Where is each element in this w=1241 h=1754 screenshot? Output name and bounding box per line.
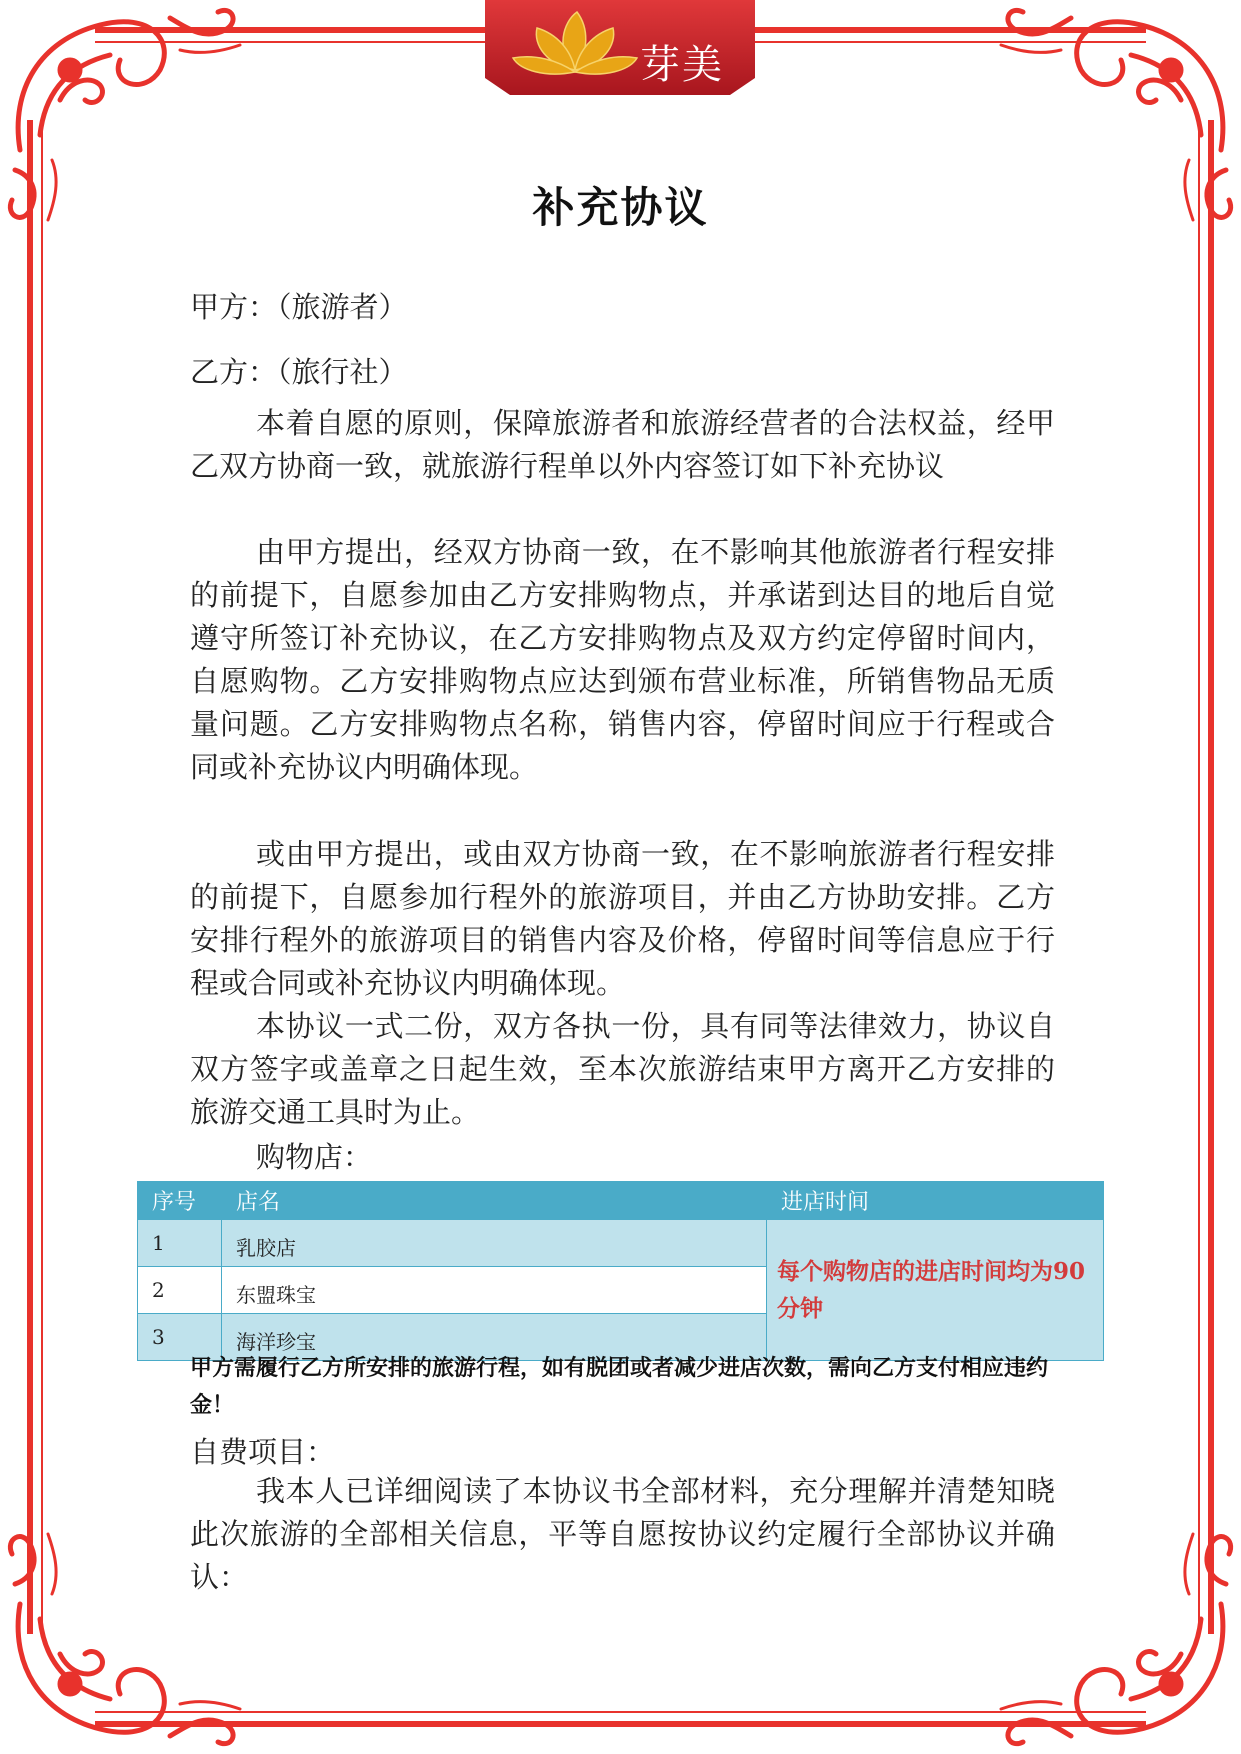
- paragraph-confirmation: 我本人已详细阅读了本协议书全部材料，充分理解并清楚知晓此次旅游的全部相关信息，平等自愿按协议约定履行全部协议并确认：: [190, 1474, 1055, 1594]
- brand-name: 芽美: [640, 42, 724, 88]
- party-b-label: 乙方：（旅行社）: [190, 355, 408, 389]
- row-no: 1: [138, 1220, 222, 1267]
- penalty-warning: 甲方需履行乙方所安排的旅游行程，如有脱团或者减少进店次数，需向乙方支付相应违约金！: [190, 1355, 1049, 1418]
- row-shop-name: 东盟珠宝: [222, 1267, 767, 1314]
- shop-table: [137, 1181, 1104, 1361]
- party-a-label: 甲方：（旅游者）: [190, 290, 408, 324]
- header-shop-name: 店名: [222, 1182, 767, 1220]
- shop-section-label: 购物店：: [256, 1140, 373, 1174]
- header-no: 序号: [138, 1182, 222, 1220]
- paragraph-extra-items: 或由甲方提出，或由双方协商一致，在不影响旅游者行程安排的前提下，自愿参加行程外的旅游项目，并由乙方协助安排。乙方安排行程外的旅游项目的销售内容及价格，停留时间等信息应于行程或合同或补充协议内明确体现。: [190, 837, 1055, 1000]
- table-row: [138, 1220, 1104, 1267]
- paragraph-validity: 本协议一式二份，双方各执一份，具有同等法律效力，协议自双方签字或盖章之日起生效，至本次旅游结束甲方离开乙方安排的旅游交通工具时为止。: [190, 1009, 1055, 1129]
- row-no: 3: [138, 1314, 222, 1361]
- paragraph-intro: 本着自愿的原则，保障旅游者和旅游经营者的合法权益，经甲乙双方协商一致，就旅游行程单以外内容签订如下补充协议: [190, 406, 1055, 483]
- visit-time-note: 每个购物店的进店时间均为90分钟: [767, 1220, 1104, 1361]
- header-visit-time: 进店时间: [767, 1182, 1104, 1220]
- document-title: 补充协议: [532, 183, 709, 232]
- self-paid-label: 自费项目：: [190, 1435, 336, 1469]
- row-no: 2: [138, 1267, 222, 1314]
- row-shop-name: 乳胶店: [222, 1220, 767, 1267]
- table-header-row: [138, 1182, 1104, 1220]
- paragraph-shopping: 由甲方提出，经双方协商一致，在不影响其他旅游者行程安排的前提下，自愿参加由乙方安排购物点，并承诺到达目的地后自觉遵守所签订补充协议，在乙方安排购物点及双方约定停留时间内，自愿购物。乙方安排购物点应达到颁布营业标准，所销售物品无质量问题。乙方安排购物点名称，销售内容，停留时间应于行程或合同或补充协议内明确体现。: [190, 535, 1055, 784]
- row-shop-name: 海洋珍宝: [222, 1314, 767, 1361]
